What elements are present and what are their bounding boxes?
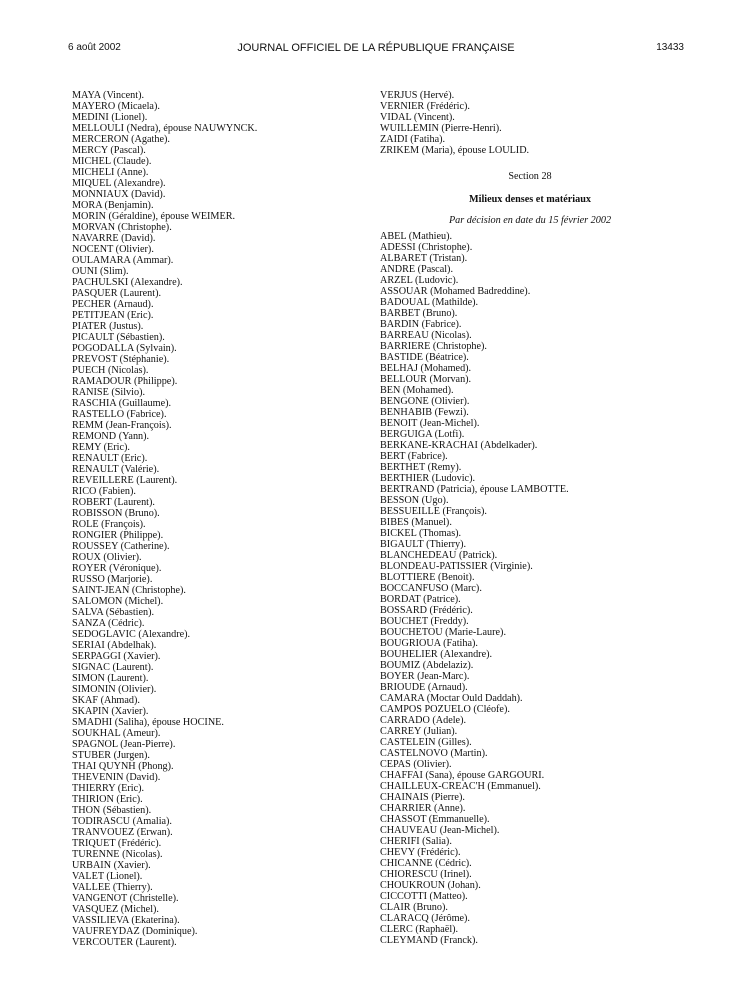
list-item: CAMARA (Moctar Ould Daddah). <box>380 693 523 704</box>
list-item: CHASSOT (Emmanuelle). <box>380 814 490 825</box>
list-item: BIBES (Manuel). <box>380 517 452 528</box>
list-item: TRIQUET (Frédéric). <box>72 838 162 849</box>
list-item: BENHABIB (Fewzi). <box>380 407 469 418</box>
list-item: CLERC (Raphaël). <box>380 924 459 935</box>
list-item: RONGIER (Philippe). <box>72 530 164 541</box>
list-item: THEVENIN (David). <box>72 772 161 783</box>
list-item: BOUHELIER (Alexandre). <box>380 649 493 660</box>
right-column <box>380 90 680 946</box>
list-item: BADOUAL (Mathilde). <box>380 297 479 308</box>
list-item: SIGNAC (Laurent). <box>72 662 154 673</box>
list-item: SMADHI (Saliha), épouse HOCINE. <box>72 717 224 728</box>
list-item: ROUX (Olivier). <box>72 552 142 563</box>
list-item: BERTRAND (Patricia), épouse LAMBOTTE. <box>380 484 569 495</box>
list-item: CHAUVEAU (Jean-Michel). <box>380 825 500 836</box>
section-title: Section 28 <box>508 171 552 182</box>
list-item: CLARACQ (Jérôme). <box>380 913 470 924</box>
list-item: MEDINI (Lionel). <box>72 112 148 123</box>
list-item: BERKANE-KRACHAI (Abdelkader). <box>380 440 538 451</box>
list-item: THIERRY (Eric). <box>72 783 145 794</box>
list-item: PICAULT (Sébastien). <box>72 332 165 343</box>
list-item: NAVARRE (David). <box>72 233 156 244</box>
list-item: SALVA (Sébastien). <box>72 607 155 618</box>
list-item: CHARRIER (Anne). <box>380 803 466 814</box>
list-item: ARZEL (Ludovic). <box>380 275 459 286</box>
list-item: RICO (Fabien). <box>72 486 136 497</box>
list-item: PIATER (Justus). <box>72 321 144 332</box>
list-item: VERJUS (Hervé). <box>380 90 455 101</box>
list-item: REVEILLERE (Laurent). <box>72 475 178 486</box>
list-item: CARRADO (Adele). <box>380 715 467 726</box>
list-item: ROLE (François). <box>72 519 146 530</box>
list-item: VAUFREYDAZ (Dominique). <box>72 926 198 937</box>
list-item: CHAILLEUX-CREAC'H (Emmanuel). <box>380 781 541 792</box>
list-item: BRIOUDE (Arnaud). <box>380 682 468 693</box>
list-item: RANISE (Silvio). <box>72 387 146 398</box>
page-number: 13433 <box>656 42 684 53</box>
list-item: STUBER (Jurgen). <box>72 750 150 761</box>
list-item: CHOUKROUN (Johan). <box>380 880 481 891</box>
list-item: CAMPOS POZUELO (Cléofe). <box>380 704 510 715</box>
list-item: BEN (Mohamed). <box>380 385 454 396</box>
list-item: BLONDEAU-PATISSIER (Virginie). <box>380 561 533 572</box>
list-item: REMOND (Yann). <box>72 431 150 442</box>
list-item: BARBET (Bruno). <box>380 308 458 319</box>
list-item: VALLEE (Thierry). <box>72 882 153 893</box>
list-item: MORVAN (Christophe). <box>72 222 172 233</box>
list-item: MORIN (Géraldine), épouse WEIMER. <box>72 211 236 222</box>
list-item: ROYER (Véronique). <box>72 563 162 574</box>
list-item: PREVOST (Stéphanie). <box>72 354 170 365</box>
list-item: CHERIFI (Salia). <box>380 836 452 847</box>
list-item: SIMONIN (Olivier). <box>72 684 157 695</box>
list-item: PECHER (Arnaud). <box>72 299 154 310</box>
page-header <box>68 42 684 56</box>
list-item: SALOMON (Michel). <box>72 596 164 607</box>
list-item: BOUCHETOU (Marie-Laure). <box>380 627 506 638</box>
list-item: MAYA (Vincent). <box>72 90 145 101</box>
list-item: BOUCHET (Freddy). <box>380 616 469 627</box>
list-item: CHICANNE (Cédric). <box>380 858 472 869</box>
left-column <box>72 90 372 948</box>
list-item: ROUSSEY (Catherine). <box>72 541 170 552</box>
list-item: BESSON (Ugo). <box>380 495 449 506</box>
list-item: VANGENOT (Christelle). <box>72 893 179 904</box>
list-item: VIDAL (Vincent). <box>380 112 455 123</box>
section-decision: Par décision en date du 15 février 2002 <box>448 215 612 226</box>
list-item: THIRION (Eric). <box>72 794 143 805</box>
list-item: ADESSI (Christophe). <box>380 242 473 253</box>
list-item: BLOTTIERE (Benoit). <box>380 572 475 583</box>
list-item: TURENNE (Nicolas). <box>72 849 163 860</box>
list-item: CARREY (Julian). <box>380 726 458 737</box>
list-item: BOCCANFUSO (Marc). <box>380 583 482 594</box>
list-item: REMY (Eric). <box>72 442 130 453</box>
list-item: CASTELEIN (Gilles). <box>380 737 472 748</box>
list-item: SOUKHAL (Ameur). <box>72 728 161 739</box>
list-item: REMM (Jean-François). <box>72 420 172 431</box>
list-item: OULAMARA (Ammar). <box>72 255 174 266</box>
list-item: CHEVY (Frédéric). <box>380 847 461 858</box>
list-item: ABEL (Mathieu). <box>380 231 453 242</box>
list-item: BOSSARD (Frédéric). <box>380 605 473 616</box>
list-item: MELLOULI (Nedra), épouse NAUWYNCK. <box>72 123 258 134</box>
list-item: TRANVOUEZ (Erwan). <box>72 827 173 838</box>
list-item: SIMON (Laurent). <box>72 673 149 684</box>
list-item: THON (Sébastien). <box>72 805 152 816</box>
list-item: NOCENT (Olivier). <box>72 244 154 255</box>
list-item: BASTIDE (Béatrice). <box>380 352 469 363</box>
list-item: BARDIN (Fabrice). <box>380 319 462 330</box>
list-item: BERTHET (Remy). <box>380 462 462 473</box>
list-item: VERNIER (Frédéric). <box>380 101 470 112</box>
list-item: CICCOTTI (Matteo). <box>380 891 468 902</box>
list-item: ROBERT (Laurent). <box>72 497 155 508</box>
list-item: BOUGRIOUA (Fatiha). <box>380 638 478 649</box>
list-item: PUECH (Nicolas). <box>72 365 149 376</box>
journal-title: JOURNAL OFFICIEL DE LA RÉPUBLIQUE FRANÇAISE <box>237 42 515 54</box>
list-item: POGODALLA (Sylvain). <box>72 343 177 354</box>
list-item: BIGAULT (Thierry). <box>380 539 467 550</box>
list-item: ROBISSON (Bruno). <box>72 508 160 519</box>
list-item: BENOIT (Jean-Michel). <box>380 418 480 429</box>
list-item: BARRIERE (Christophe). <box>380 341 487 352</box>
list-item: MORA (Benjamin). <box>72 200 154 211</box>
list-item: CHAFFAI (Sana), épouse GARGOURI. <box>380 770 545 781</box>
list-item: MERCY (Pascal). <box>72 145 146 156</box>
list-item: ASSOUAR (Mohamed Badreddine). <box>380 286 531 297</box>
list-item: SAINT-JEAN (Christophe). <box>72 585 186 596</box>
list-item: RUSSO (Marjorie). <box>72 574 153 585</box>
list-item: THAI QUYNH (Phong). <box>72 761 174 772</box>
list-item: MAYERO (Micaela). <box>72 101 160 112</box>
list-item: BELLOUR (Morvan). <box>380 374 472 385</box>
list-item: MICHEL (Claude). <box>72 156 152 167</box>
list-item: CHAINAIS (Pierre). <box>380 792 465 803</box>
list-item: SEDOGLAVIC (Alexandre). <box>72 629 191 640</box>
list-item: CASTELNOVO (Martin). <box>380 748 488 759</box>
list-item: BARREAU (Nicolas). <box>380 330 472 341</box>
list-item: VASQUEZ (Michel). <box>72 904 159 915</box>
list-item: PASQUER (Laurent). <box>72 288 162 299</box>
list-item: CHIORESCU (Irinel). <box>380 869 472 880</box>
list-item: CLAIR (Bruno). <box>380 902 448 913</box>
right-top-list <box>380 90 680 156</box>
list-item: ANDRE (Pascal). <box>380 264 453 275</box>
list-item: BERGUIGA (Lotfi). <box>380 429 465 440</box>
list-item: RAMADOUR (Philippe). <box>72 376 178 387</box>
list-item: ZRIKEM (Maria), épouse LOULID. <box>380 145 530 156</box>
list-item: CLEYMAND (Franck). <box>380 935 478 946</box>
list-item: VASSILIEVA (Ekaterina). <box>72 915 180 926</box>
list-item: RASCHIA (Guillaume). <box>72 398 172 409</box>
list-item: WUILLEMIN (Pierre-Henri). <box>380 123 502 134</box>
list-item: RASTELLO (Fabrice). <box>72 409 167 420</box>
list-item: PACHULSKI (Alexandre). <box>72 277 183 288</box>
list-item: URBAIN (Xavier). <box>72 860 151 871</box>
list-item: SERIAI (Abdelhak). <box>72 640 157 651</box>
list-item: BERT (Fabrice). <box>380 451 448 462</box>
list-item: TODIRASCU (Amalia). <box>72 816 172 827</box>
list-item: VERCOUTER (Laurent). <box>72 937 177 948</box>
list-item: ZAIDI (Fatiha). <box>380 134 446 145</box>
section-subtitle: Milieux denses et matériaux <box>469 194 591 205</box>
list-item: BELHAJ (Mohamed). <box>380 363 472 374</box>
list-item: CEPAS (Olivier). <box>380 759 452 770</box>
list-item: BLANCHEDEAU (Patrick). <box>380 550 498 561</box>
list-item: BORDAT (Patrice). <box>380 594 461 605</box>
right-bottom-list <box>380 231 680 946</box>
list-item: RENAULT (Valérie). <box>72 464 160 475</box>
list-item: SKAPIN (Xavier). <box>72 706 149 717</box>
list-item: BICKEL (Thomas). <box>380 528 462 539</box>
list-item: BENGONE (Olivier). <box>380 396 470 407</box>
list-item: BOUMIZ (Abdelaziz). <box>380 660 474 671</box>
list-item: OUNI (Slim). <box>72 266 129 277</box>
list-item: ALBARET (Tristan). <box>380 253 468 264</box>
header-date: 6 août 2002 <box>68 42 121 53</box>
list-item: SKAF (Ahmad). <box>72 695 140 706</box>
list-item: BOYER (Jean-Marc). <box>380 671 470 682</box>
list-item: MERCERON (Agathe). <box>72 134 170 145</box>
list-item: BERTHIER (Ludovic). <box>380 473 476 484</box>
list-item: PETITJEAN (Eric). <box>72 310 154 321</box>
list-item: MICHELI (Anne). <box>72 167 149 178</box>
list-item: SANZA (Cédric). <box>72 618 145 629</box>
list-item: SPAGNOL (Jean-Pierre). <box>72 739 176 750</box>
list-item: VALET (Lionel). <box>72 871 143 882</box>
list-item: MIQUEL (Alexandre). <box>72 178 166 189</box>
list-item: SERPAGGI (Xavier). <box>72 651 161 662</box>
list-item: RENAULT (Eric). <box>72 453 148 464</box>
list-item: MONNIAUX (David). <box>72 189 166 200</box>
list-item: BESSUEILLE (François). <box>380 506 487 517</box>
